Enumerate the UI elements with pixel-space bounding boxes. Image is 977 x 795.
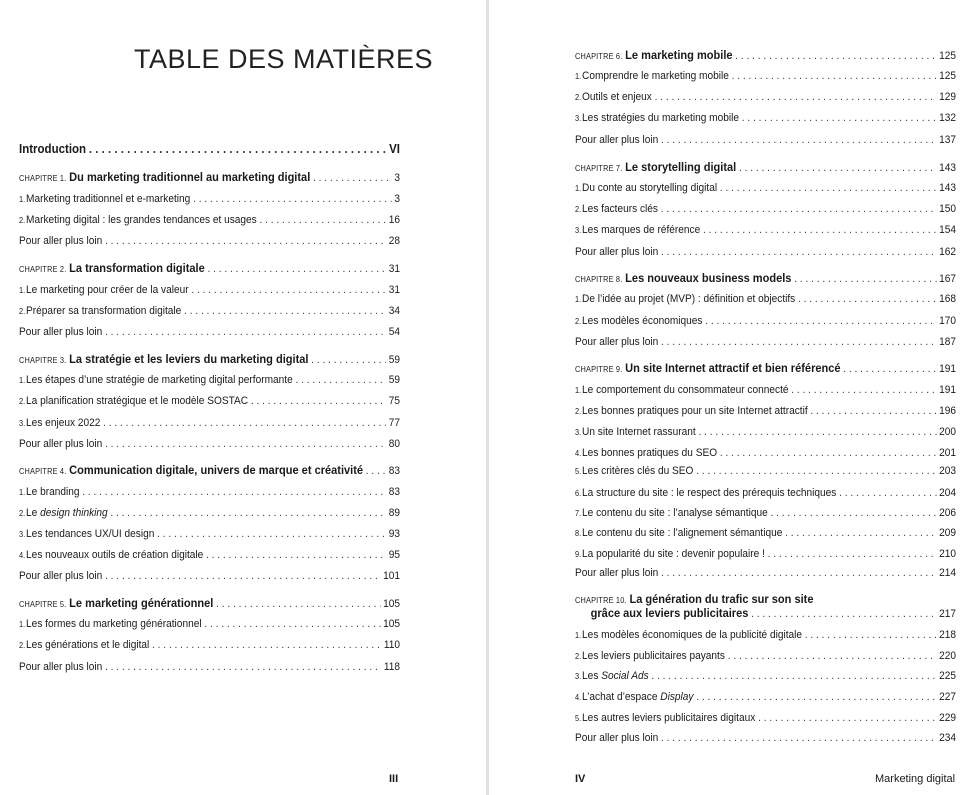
section-title: Les leviers publicitaires payants xyxy=(582,650,725,662)
chapter-title: Les nouveaux business models xyxy=(625,271,792,285)
section-number: 2. xyxy=(19,509,26,518)
dot-leader xyxy=(366,465,386,478)
toc-entry[interactable] xyxy=(575,112,956,125)
dot-leader xyxy=(810,405,936,418)
page-reference: 132 xyxy=(939,112,957,124)
dot-leader xyxy=(798,293,936,306)
page-reference: 210 xyxy=(939,548,957,560)
page-reference: 201 xyxy=(939,447,957,459)
page-reference: 154 xyxy=(939,224,957,236)
toc-entry[interactable] xyxy=(575,465,956,478)
toc-entry[interactable] xyxy=(19,305,400,318)
chapter-title: La stratégie et les leviers du marketing digital xyxy=(69,352,309,366)
section-number: 4. xyxy=(575,449,582,458)
chapter-title: Le marketing générationnel xyxy=(69,596,214,610)
section-title: Préparer sa transformation digitale xyxy=(26,305,182,317)
running-title: Marketing digital xyxy=(875,773,956,785)
toc-entry[interactable] xyxy=(575,203,956,216)
toc-entry[interactable] xyxy=(575,548,956,561)
toc-entry[interactable] xyxy=(19,639,400,652)
toc-entry[interactable] xyxy=(19,570,400,583)
page-reference: 168 xyxy=(939,293,957,305)
toc-title: TABLE DES MATIÈRES xyxy=(134,44,434,74)
page-reference: 105 xyxy=(383,598,401,610)
dot-leader xyxy=(770,507,936,520)
page-reference: 89 xyxy=(388,507,401,519)
chapter-prefix: CHAPITRE 8. xyxy=(575,275,623,284)
page-reference: 203 xyxy=(939,465,957,477)
further-title: Pour aller plus loin xyxy=(19,438,103,450)
further-title: Pour aller plus loin xyxy=(575,732,659,744)
dot-leader xyxy=(839,487,936,500)
further-title: Pour aller plus loin xyxy=(575,567,659,579)
chapter-title-line1 xyxy=(575,593,956,607)
dot-leader xyxy=(313,172,392,185)
dot-leader xyxy=(105,235,386,248)
chapter-title-line2 xyxy=(575,607,956,621)
dot-leader xyxy=(152,639,381,652)
toc-entry[interactable] xyxy=(575,134,956,147)
section-number: 1. xyxy=(575,386,582,395)
dot-leader xyxy=(295,374,386,387)
page-reference: 80 xyxy=(388,438,401,450)
page-reference: 31 xyxy=(388,284,401,296)
italic-term: Display xyxy=(660,691,694,703)
section-number: 3. xyxy=(575,672,582,681)
section-number: 1. xyxy=(19,286,26,295)
toc-entry[interactable] xyxy=(575,426,956,439)
toc-entry[interactable] xyxy=(19,661,400,674)
further-title: Pour aller plus loin xyxy=(575,134,659,146)
page-reference: 101 xyxy=(383,570,401,582)
section-title: Le comportement du consommateur connecté xyxy=(582,384,789,396)
page-reference: 143 xyxy=(939,162,957,174)
page-reference: 31 xyxy=(388,263,401,275)
dot-leader xyxy=(696,691,936,704)
section-title: Les modèles économiques xyxy=(582,315,703,327)
right-page xyxy=(489,0,977,795)
section-number: 5. xyxy=(575,714,582,723)
section-number: 2. xyxy=(575,205,582,214)
page-reference: 234 xyxy=(939,732,957,744)
left-page xyxy=(0,0,486,795)
page-reference: 214 xyxy=(939,567,957,579)
page-reference: 220 xyxy=(939,650,957,662)
page-reference: 150 xyxy=(939,203,957,215)
page-reference: 191 xyxy=(939,384,957,396)
section-title: Le branding xyxy=(26,486,80,498)
dot-leader xyxy=(105,326,386,339)
section-title: La planification stratégique et le modèle SOSTAC xyxy=(26,395,249,407)
section-number: 2. xyxy=(575,317,582,326)
page-reference: 34 xyxy=(388,305,401,317)
dot-leader xyxy=(661,203,937,216)
page-reference: VI xyxy=(389,142,401,156)
toc-entry[interactable] xyxy=(575,91,956,104)
section-number: 2. xyxy=(19,216,26,225)
toc-entry[interactable] xyxy=(575,487,956,500)
section-number: 3. xyxy=(19,419,26,428)
chapter-title: Le marketing mobile xyxy=(625,48,733,62)
section-title: Le contenu du site : l’alignement sémantique xyxy=(582,527,783,539)
section-title: Un site Internet rassurant xyxy=(582,426,696,438)
section-title: Le design thinking xyxy=(26,507,108,519)
chapter-title: La transformation digitale xyxy=(69,261,205,275)
page-reference: 75 xyxy=(388,395,401,407)
toc-entry[interactable] xyxy=(575,405,956,418)
chapter-title: Le storytelling digital xyxy=(625,160,737,174)
page-reference: 217 xyxy=(939,608,957,620)
toc-entry[interactable] xyxy=(19,214,400,227)
page-reference: 225 xyxy=(939,670,957,682)
dot-leader xyxy=(843,363,936,376)
section-title: Marketing traditionnel et e-marketing xyxy=(26,193,191,205)
toc-entry[interactable] xyxy=(575,224,956,237)
page-number-left: III xyxy=(389,773,399,785)
page-reference: 204 xyxy=(939,487,957,499)
section-title: De l’idée au projet (MVP) : définition et objectifs xyxy=(582,293,796,305)
chapter-prefix: CHAPITRE 4. xyxy=(19,467,67,476)
toc-entry[interactable] xyxy=(19,507,400,520)
toc-entry[interactable] xyxy=(19,486,400,499)
chapter-title: grâce aux leviers publicitaires xyxy=(590,606,749,620)
page-reference: 187 xyxy=(939,336,957,348)
page-reference: 3 xyxy=(394,172,401,184)
chapter-prefix: CHAPITRE 5. xyxy=(19,600,67,609)
page-reference: 218 xyxy=(939,629,957,641)
section-number: 1. xyxy=(19,195,26,204)
section-title: Le contenu du site : l’analyse sémantique xyxy=(582,507,768,519)
dot-leader xyxy=(703,224,936,237)
further-title: Pour aller plus loin xyxy=(19,661,103,673)
section-number: 5. xyxy=(575,467,582,476)
dot-leader xyxy=(732,70,937,83)
toc-entry[interactable] xyxy=(19,549,400,562)
section-title: Les tendances UX/UI design xyxy=(26,528,155,540)
toc-entry[interactable] xyxy=(19,464,400,478)
section-number: 4. xyxy=(575,693,582,702)
page-reference: 59 xyxy=(388,374,401,386)
section-number: 1. xyxy=(575,631,582,640)
toc-entry[interactable] xyxy=(19,143,400,156)
section-number: 7. xyxy=(575,509,582,518)
dot-leader xyxy=(768,548,937,561)
page-reference: 83 xyxy=(388,465,401,477)
toc-entry[interactable] xyxy=(19,374,400,387)
dot-leader xyxy=(204,618,380,631)
section-number: 4. xyxy=(19,551,26,560)
chapter-title: La génération du trafic sur son site xyxy=(629,592,814,606)
section-title: Comprendre le marketing mobile xyxy=(582,70,729,82)
dot-leader xyxy=(661,567,936,580)
dot-leader xyxy=(216,598,380,611)
dot-leader xyxy=(742,112,937,125)
section-number: 1. xyxy=(19,376,26,385)
page-reference: 143 xyxy=(939,182,957,194)
italic-term: Social Ads xyxy=(601,670,649,682)
dot-leader xyxy=(251,395,386,408)
intro-title: Introduction xyxy=(19,142,87,156)
page-reference: 229 xyxy=(939,712,957,724)
page-reference: 3 xyxy=(394,193,401,205)
section-number: 2. xyxy=(575,93,582,102)
toc-entry[interactable] xyxy=(19,171,400,185)
further-title: Pour aller plus loin xyxy=(19,235,103,247)
dot-leader xyxy=(705,315,936,328)
dot-leader xyxy=(110,507,386,520)
section-title: Les autres leviers publicitaires digitaux xyxy=(582,712,756,724)
page-reference: 110 xyxy=(383,639,401,651)
toc-entry[interactable] xyxy=(575,336,956,349)
dot-leader xyxy=(193,193,392,206)
section-title: Marketing digital : les grandes tendances et usages xyxy=(26,214,257,226)
dot-leader xyxy=(751,608,936,621)
section-number: 1. xyxy=(19,620,26,629)
dot-leader xyxy=(791,384,936,397)
toc-entry[interactable] xyxy=(575,527,956,540)
section-title: L’achat d’espace Display xyxy=(582,691,694,703)
dot-leader xyxy=(758,712,936,725)
italic-term: design thinking xyxy=(40,507,108,519)
section-title: Le marketing pour créer de la valeur xyxy=(26,284,189,296)
dot-leader xyxy=(720,182,937,195)
toc-entry[interactable] xyxy=(575,182,956,195)
section-title: Les nouveaux outils de création digitale xyxy=(26,549,204,561)
section-title: Les stratégies du marketing mobile xyxy=(582,112,740,124)
page-reference: 16 xyxy=(388,214,401,226)
section-number: 2. xyxy=(575,652,582,661)
section-number: 6. xyxy=(575,489,582,498)
dot-leader xyxy=(661,134,936,147)
toc-entry[interactable] xyxy=(19,262,400,276)
toc-entry[interactable] xyxy=(575,161,956,175)
dot-leader xyxy=(191,284,386,297)
section-number: 8. xyxy=(575,529,582,538)
dot-leader xyxy=(739,162,936,175)
toc-entry[interactable] xyxy=(19,326,400,339)
toc-entry[interactable] xyxy=(575,507,956,520)
dot-leader xyxy=(105,438,386,451)
section-title: Les marques de référence xyxy=(582,224,701,236)
toc-entry[interactable] xyxy=(575,629,956,642)
toc-entry[interactable] xyxy=(575,246,956,259)
section-title: Les bonnes pratiques du SEO xyxy=(582,447,718,459)
section-title: Du conte au storytelling digital xyxy=(582,182,718,194)
section-number: 2. xyxy=(19,397,26,406)
page-reference: 83 xyxy=(388,486,401,498)
section-number: 9. xyxy=(575,550,582,559)
section-number: 2. xyxy=(19,641,26,650)
section-title: La structure du site : le respect des prérequis techniques xyxy=(582,487,837,499)
toc-entry[interactable] xyxy=(19,235,400,248)
toc-entry[interactable] xyxy=(575,593,956,621)
toc-entry[interactable] xyxy=(575,272,956,286)
dot-leader xyxy=(157,528,386,541)
dot-leader xyxy=(794,273,936,286)
page-reference: 125 xyxy=(939,70,957,82)
section-title: Outils et enjeux xyxy=(582,91,652,103)
dot-leader xyxy=(259,214,386,227)
toc-entry[interactable] xyxy=(19,193,400,206)
toc-entry[interactable] xyxy=(19,417,400,430)
section-title: Les générations et le digital xyxy=(26,639,150,651)
page-reference: 209 xyxy=(939,527,957,539)
dot-leader xyxy=(89,143,387,156)
section-number: 1. xyxy=(575,72,582,81)
dot-leader xyxy=(696,465,936,478)
section-number: 1. xyxy=(19,488,26,497)
page-reference: 28 xyxy=(388,235,401,247)
toc-entry[interactable] xyxy=(575,732,956,745)
dot-leader xyxy=(311,354,386,367)
page-reference: 129 xyxy=(939,91,957,103)
page-reference: 162 xyxy=(939,246,957,258)
dot-leader xyxy=(82,486,386,499)
toc-entry[interactable] xyxy=(575,712,956,725)
further-title: Pour aller plus loin xyxy=(575,336,659,348)
page-reference: 191 xyxy=(939,363,957,375)
page-reference: 77 xyxy=(388,417,401,429)
toc-entry[interactable] xyxy=(19,618,400,631)
dot-leader xyxy=(661,336,936,349)
dot-leader xyxy=(661,732,936,745)
chapter-prefix: CHAPITRE 10. xyxy=(575,596,627,605)
section-number: 3. xyxy=(575,114,582,123)
dot-leader xyxy=(735,50,936,63)
dot-leader xyxy=(651,670,936,683)
page-reference: 54 xyxy=(388,326,401,338)
chapter-prefix: CHAPITRE 6. xyxy=(575,52,623,61)
section-number: 3. xyxy=(575,428,582,437)
page-reference: 137 xyxy=(939,134,957,146)
toc-entry[interactable] xyxy=(575,447,956,460)
dot-leader xyxy=(103,417,386,430)
page-reference: 125 xyxy=(939,50,957,62)
dot-leader xyxy=(105,570,380,583)
dot-leader xyxy=(105,661,381,674)
page-reference: 206 xyxy=(939,507,957,519)
section-number: 1. xyxy=(575,184,582,193)
section-title: La popularité du site : devenir populaire ! xyxy=(582,548,765,560)
section-title: Les Social Ads xyxy=(582,670,649,682)
dot-leader xyxy=(728,650,937,663)
chapter-prefix: CHAPITRE 7. xyxy=(575,164,623,173)
page-reference: 105 xyxy=(383,618,401,630)
toc-entry[interactable] xyxy=(575,384,956,397)
page-reference: 93 xyxy=(388,528,401,540)
chapter-title: Du marketing traditionnel au marketing digital xyxy=(69,170,311,184)
section-number: 2. xyxy=(19,307,26,316)
toc-entry[interactable] xyxy=(19,395,400,408)
toc-entry[interactable] xyxy=(575,70,956,83)
section-title: Les facteurs clés xyxy=(582,203,659,215)
page-number-right: IV xyxy=(575,773,586,785)
dot-leader xyxy=(208,263,386,276)
section-title: Les étapes d’une stratégie de marketing digital performante xyxy=(26,374,293,386)
toc-entry[interactable] xyxy=(575,650,956,663)
further-title: Pour aller plus loin xyxy=(19,570,103,582)
page-reference: 196 xyxy=(939,405,957,417)
toc-entry[interactable] xyxy=(19,438,400,451)
section-title: Les modèles économiques de la publicité digitale xyxy=(582,629,803,641)
toc-entry[interactable] xyxy=(575,315,956,328)
toc-entry[interactable] xyxy=(575,691,956,704)
dot-leader xyxy=(698,426,936,439)
toc-entry[interactable] xyxy=(575,567,956,580)
chapter-prefix: CHAPITRE 2. xyxy=(19,265,67,274)
section-number: 3. xyxy=(19,530,26,539)
dot-leader xyxy=(785,527,936,540)
section-number: 1. xyxy=(575,295,582,304)
toc-entry[interactable] xyxy=(575,293,956,306)
toc-entry[interactable] xyxy=(19,284,400,297)
further-title: Pour aller plus loin xyxy=(19,326,103,338)
dot-leader xyxy=(805,629,937,642)
chapter-title: Communication digitale, univers de marque et créativité xyxy=(69,463,364,477)
dot-leader xyxy=(655,91,937,104)
dot-leader xyxy=(184,305,386,318)
toc-entry[interactable] xyxy=(575,670,956,683)
section-title: Les formes du marketing générationnel xyxy=(26,618,202,630)
page-reference: 95 xyxy=(388,549,401,561)
toc-entry[interactable] xyxy=(575,49,956,63)
section-title: Les bonnes pratiques pour un site Internet attractif xyxy=(582,405,808,417)
page-reference: 118 xyxy=(383,661,401,673)
section-title: Les enjeux 2022 xyxy=(26,417,101,429)
section-number: 3. xyxy=(575,226,582,235)
page-reference: 200 xyxy=(939,426,957,438)
section-title: Les critères clés du SEO xyxy=(582,465,694,477)
toc-entry[interactable] xyxy=(19,528,400,541)
further-title: Pour aller plus loin xyxy=(575,246,659,258)
chapter-prefix: CHAPITRE 1. xyxy=(19,174,67,183)
page-reference: 170 xyxy=(939,315,957,327)
dot-leader xyxy=(661,246,936,259)
chapter-prefix: CHAPITRE 9. xyxy=(575,365,623,374)
dot-leader xyxy=(720,447,937,460)
page-reference: 167 xyxy=(939,273,957,285)
toc-entry[interactable] xyxy=(19,597,400,611)
chapter-title: Un site Internet attractif et bien référencé xyxy=(625,361,841,375)
section-number: 2. xyxy=(575,407,582,416)
toc-entry[interactable] xyxy=(575,362,956,376)
page-reference: 227 xyxy=(939,691,957,703)
dot-leader xyxy=(206,549,386,562)
page-reference: 59 xyxy=(388,354,401,366)
chapter-prefix: CHAPITRE 3. xyxy=(19,356,67,365)
toc-entry[interactable] xyxy=(19,353,400,367)
